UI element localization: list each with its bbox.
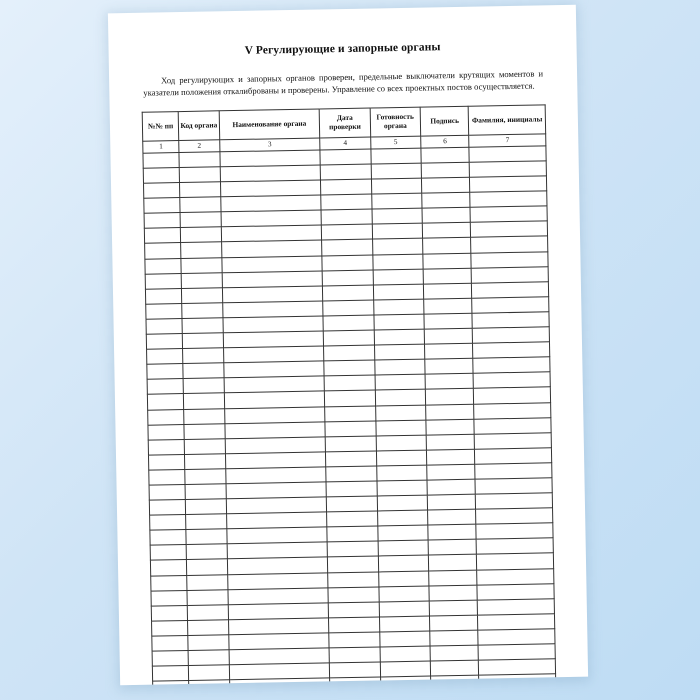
- table-cell[interactable]: [325, 436, 376, 452]
- column-header-surname-initials: Фамилия, инициалы: [469, 105, 546, 135]
- page-title: V Регулирующие и запорные органы: [244, 41, 441, 57]
- table-cell[interactable]: [376, 450, 427, 466]
- table-cell[interactable]: [147, 379, 184, 395]
- table-cell[interactable]: [376, 435, 427, 451]
- table-cell[interactable]: [189, 665, 230, 681]
- table-cell[interactable]: [371, 148, 422, 164]
- table-cell[interactable]: [150, 530, 187, 546]
- table-cell[interactable]: [188, 650, 229, 666]
- table-cell[interactable]: [327, 526, 378, 542]
- table-cell[interactable]: [146, 303, 183, 319]
- table-cell[interactable]: [379, 586, 430, 602]
- table-cell[interactable]: [429, 585, 478, 601]
- table-cell[interactable]: [152, 620, 189, 636]
- table-cell[interactable]: [474, 387, 551, 403]
- table-cell[interactable]: [421, 162, 470, 178]
- table-cell[interactable]: [374, 359, 425, 375]
- table-cell[interactable]: [144, 198, 181, 214]
- table-cell[interactable]: [475, 463, 552, 479]
- table-cell[interactable]: [471, 236, 548, 252]
- column-number-4: 4: [320, 137, 371, 150]
- table-cell[interactable]: [376, 420, 427, 436]
- table-cell[interactable]: [378, 555, 429, 571]
- table-cell[interactable]: [425, 374, 474, 390]
- column-number-7: 7: [469, 134, 546, 147]
- table-cell[interactable]: [373, 269, 424, 285]
- table-cell[interactable]: [375, 374, 426, 390]
- table-cell[interactable]: [151, 590, 188, 606]
- table-cell[interactable]: [372, 223, 423, 239]
- table-cell[interactable]: [148, 409, 185, 425]
- table-cell[interactable]: [322, 240, 373, 256]
- document-page: [108, 5, 588, 685]
- table-cell[interactable]: [422, 192, 471, 208]
- table-cell[interactable]: [324, 360, 375, 376]
- table-cell[interactable]: [473, 357, 550, 373]
- table-cell[interactable]: [427, 494, 476, 510]
- table-cell[interactable]: [422, 223, 471, 239]
- table-body: [143, 146, 556, 685]
- table-cell[interactable]: [152, 650, 189, 666]
- column-number-6: 6: [421, 135, 470, 148]
- table-cell[interactable]: [323, 315, 374, 331]
- table-cell[interactable]: [430, 660, 479, 676]
- table-cell[interactable]: [326, 466, 377, 482]
- table-cell[interactable]: [327, 541, 378, 557]
- table-cell[interactable]: [423, 253, 472, 269]
- table-cell[interactable]: [372, 208, 423, 224]
- table-cell[interactable]: [478, 644, 555, 660]
- table-cell[interactable]: [182, 288, 223, 304]
- table-cell[interactable]: [477, 583, 554, 599]
- table-cell[interactable]: [474, 417, 551, 433]
- table-cell[interactable]: [424, 313, 473, 329]
- table-cell[interactable]: [145, 288, 182, 304]
- table-cell[interactable]: [186, 544, 227, 560]
- table-cell[interactable]: [371, 163, 422, 179]
- table-cell[interactable]: [327, 511, 378, 527]
- table-cell[interactable]: [183, 348, 224, 364]
- table-cell[interactable]: [379, 616, 430, 632]
- table-cell[interactable]: [375, 405, 426, 421]
- table-cell[interactable]: [184, 408, 225, 424]
- table-cell[interactable]: [182, 318, 223, 334]
- table-cell[interactable]: [187, 559, 228, 575]
- table-cell[interactable]: [180, 197, 221, 213]
- table-cell[interactable]: [427, 464, 476, 480]
- table-cell[interactable]: [423, 268, 472, 284]
- table-cell[interactable]: [183, 378, 224, 394]
- table-cell[interactable]: [473, 372, 550, 388]
- table-cell[interactable]: [329, 617, 380, 633]
- table-cell[interactable]: [373, 254, 424, 270]
- table-cell[interactable]: [179, 167, 220, 183]
- table-cell[interactable]: [426, 419, 475, 435]
- table-cell[interactable]: [469, 146, 546, 162]
- table-cell[interactable]: [150, 560, 187, 576]
- table-cell[interactable]: [429, 600, 478, 616]
- table-cell[interactable]: [425, 389, 474, 405]
- table-cell[interactable]: [427, 479, 476, 495]
- table-cell[interactable]: [422, 208, 471, 224]
- table-cell[interactable]: [377, 495, 428, 511]
- table-cell[interactable]: [476, 508, 553, 524]
- table-cell[interactable]: [472, 282, 549, 298]
- table-cell[interactable]: [185, 469, 226, 485]
- table-cell[interactable]: [429, 570, 478, 586]
- table-cell[interactable]: [147, 364, 184, 380]
- table-cell[interactable]: [187, 574, 228, 590]
- table-cell[interactable]: [380, 646, 431, 662]
- column-number-1: 1: [143, 140, 179, 153]
- table-cell[interactable]: [188, 635, 229, 651]
- table-cell[interactable]: [325, 390, 376, 406]
- table-cell[interactable]: [187, 589, 228, 605]
- table-cell[interactable]: [380, 661, 431, 677]
- table-cell[interactable]: [470, 176, 547, 192]
- table-cell[interactable]: [379, 631, 430, 647]
- column-header-check-date: Дата проверки: [319, 108, 370, 138]
- table-cell[interactable]: [378, 540, 429, 556]
- table-cell[interactable]: [471, 221, 548, 237]
- table-cell[interactable]: [324, 375, 375, 391]
- table-cell[interactable]: [374, 329, 425, 345]
- table-cell[interactable]: [376, 465, 427, 481]
- table-cell[interactable]: [475, 448, 552, 464]
- table-cell[interactable]: [148, 439, 185, 455]
- table-cell[interactable]: [150, 545, 187, 561]
- table-cell[interactable]: [373, 284, 424, 300]
- table-cell[interactable]: [374, 344, 425, 360]
- table-cell[interactable]: [470, 161, 547, 177]
- table-cell[interactable]: [478, 614, 555, 630]
- table-cell[interactable]: [186, 529, 227, 545]
- table-cell[interactable]: [378, 525, 429, 541]
- table-cell[interactable]: [144, 228, 181, 244]
- organs-table: [142, 104, 557, 685]
- table-cell[interactable]: [473, 342, 550, 358]
- table-cell[interactable]: [426, 434, 475, 450]
- table-cell[interactable]: [377, 480, 428, 496]
- table-cell[interactable]: [374, 314, 425, 330]
- table-cell[interactable]: [322, 270, 373, 286]
- table-cell[interactable]: [327, 496, 378, 512]
- table-cell[interactable]: [188, 620, 229, 636]
- table-cell[interactable]: [188, 604, 229, 620]
- table-cell[interactable]: [477, 553, 554, 569]
- table-cell[interactable]: [430, 615, 479, 631]
- column-number-5: 5: [370, 136, 421, 149]
- table-cell[interactable]: [424, 328, 473, 344]
- table-cell[interactable]: [372, 239, 423, 255]
- table-cell[interactable]: [328, 556, 379, 572]
- table-cell[interactable]: [422, 177, 471, 193]
- table-cell[interactable]: [470, 206, 547, 222]
- table-cell[interactable]: [428, 509, 477, 525]
- table-cell[interactable]: [476, 493, 553, 509]
- column-header-name: Наименование органа: [219, 109, 320, 140]
- table-cell[interactable]: [146, 334, 183, 350]
- table-cell[interactable]: [477, 568, 554, 584]
- table-cell[interactable]: [424, 298, 473, 314]
- table-cell[interactable]: [322, 255, 373, 271]
- table-cell[interactable]: [152, 666, 189, 682]
- table-cell[interactable]: [186, 499, 227, 515]
- table-cell[interactable]: [323, 285, 374, 301]
- table-cell[interactable]: [375, 389, 426, 405]
- table-cell[interactable]: [151, 575, 188, 591]
- table-cell[interactable]: [325, 421, 376, 437]
- table-cell[interactable]: [184, 393, 225, 409]
- table-cell[interactable]: [145, 273, 182, 289]
- table-cell[interactable]: [478, 629, 555, 645]
- table-cell[interactable]: [423, 283, 472, 299]
- table-cell[interactable]: [322, 224, 373, 240]
- table-cell[interactable]: [471, 251, 548, 267]
- table-cell[interactable]: [143, 152, 180, 168]
- table-cell[interactable]: [149, 469, 186, 485]
- table-cell[interactable]: [321, 179, 372, 195]
- table-cell[interactable]: [148, 424, 185, 440]
- intro-paragraph: Ход регулирующих и запорных органов проверен, предельные выключатели крутящих моментов и указатели положения откалиброваны и проверены. Управление со всех проектных постов осуществляется.: [143, 68, 544, 99]
- table-cell[interactable]: [425, 358, 474, 374]
- table-cell[interactable]: [323, 300, 374, 316]
- table-cell[interactable]: [179, 152, 220, 168]
- table-cell[interactable]: [428, 524, 477, 540]
- table-cell[interactable]: [321, 194, 372, 210]
- table-cell[interactable]: [475, 432, 552, 448]
- table-cell[interactable]: [426, 449, 475, 465]
- table-cell[interactable]: [183, 333, 224, 349]
- table-cell[interactable]: [475, 478, 552, 494]
- table-cell[interactable]: [324, 330, 375, 346]
- table-cell[interactable]: [181, 272, 222, 288]
- table-cell[interactable]: [330, 662, 381, 678]
- table-cell[interactable]: [473, 327, 550, 343]
- table-cell[interactable]: [184, 438, 225, 454]
- table-cell[interactable]: [470, 191, 547, 207]
- table-cell[interactable]: [180, 212, 221, 228]
- table-cell[interactable]: [145, 258, 182, 274]
- table-cell[interactable]: [180, 182, 221, 198]
- table-cell[interactable]: [148, 454, 185, 470]
- table-cell[interactable]: [185, 484, 226, 500]
- table-cell[interactable]: [474, 402, 551, 418]
- table-cell[interactable]: [149, 500, 186, 516]
- table-cell[interactable]: [147, 349, 184, 365]
- table-cell[interactable]: [326, 451, 377, 467]
- table-cell[interactable]: [143, 168, 180, 184]
- table-cell[interactable]: [149, 484, 186, 500]
- table-cell[interactable]: [478, 598, 555, 614]
- table-cell[interactable]: [477, 538, 554, 554]
- table-cell[interactable]: [378, 571, 429, 587]
- table-cell[interactable]: [329, 647, 380, 663]
- table-cell[interactable]: [423, 238, 472, 254]
- table-cell[interactable]: [144, 183, 181, 199]
- table-cell[interactable]: [373, 299, 424, 315]
- table-cell[interactable]: [425, 343, 474, 359]
- table-cell[interactable]: [476, 523, 553, 539]
- table-cell[interactable]: [320, 149, 371, 165]
- table-cell[interactable]: [428, 540, 477, 556]
- table-cell[interactable]: [371, 178, 422, 194]
- table-cell[interactable]: [326, 481, 377, 497]
- table-cell[interactable]: [185, 454, 226, 470]
- table-cell[interactable]: [426, 404, 475, 420]
- table-cell[interactable]: [328, 587, 379, 603]
- table-cell[interactable]: [479, 659, 556, 675]
- table-cell[interactable]: [472, 312, 549, 328]
- column-number-2: 2: [179, 140, 220, 153]
- table-cell[interactable]: [145, 243, 182, 259]
- column-header-signature: Подпись: [420, 106, 469, 136]
- table-cell[interactable]: [147, 394, 184, 410]
- table-cell[interactable]: [181, 227, 222, 243]
- table-cell[interactable]: [181, 257, 222, 273]
- table-cell[interactable]: [430, 630, 479, 646]
- table-cell[interactable]: [151, 605, 188, 621]
- table-cell[interactable]: [430, 645, 479, 661]
- table-cell[interactable]: [379, 601, 430, 617]
- table-cell[interactable]: [328, 572, 379, 588]
- column-header-readiness: Готовность органа: [370, 107, 421, 137]
- table-cell[interactable]: [325, 406, 376, 422]
- table-cell[interactable]: [371, 193, 422, 209]
- table-cell[interactable]: [472, 297, 549, 313]
- table-cell[interactable]: [152, 635, 189, 651]
- table-cell[interactable]: [150, 515, 187, 531]
- table-cell[interactable]: [184, 423, 225, 439]
- table-cell[interactable]: [182, 303, 223, 319]
- table-cell[interactable]: [329, 602, 380, 618]
- table-cell[interactable]: [183, 363, 224, 379]
- table-cell[interactable]: [329, 632, 380, 648]
- table-cell[interactable]: [321, 209, 372, 225]
- table-cell[interactable]: [428, 555, 477, 571]
- table-cell[interactable]: [186, 514, 227, 530]
- table-cell[interactable]: [146, 318, 183, 334]
- table-cell[interactable]: [421, 147, 470, 163]
- table-cell[interactable]: [321, 164, 372, 180]
- column-header-number: №№ пп: [142, 111, 179, 141]
- table-cell[interactable]: [324, 345, 375, 361]
- table-cell[interactable]: [377, 510, 428, 526]
- table-cell[interactable]: [181, 242, 222, 258]
- table-cell[interactable]: [144, 213, 181, 229]
- table-cell[interactable]: [472, 266, 549, 282]
- column-header-code: Код органа: [178, 111, 219, 141]
- column-number-3: 3: [219, 138, 320, 152]
